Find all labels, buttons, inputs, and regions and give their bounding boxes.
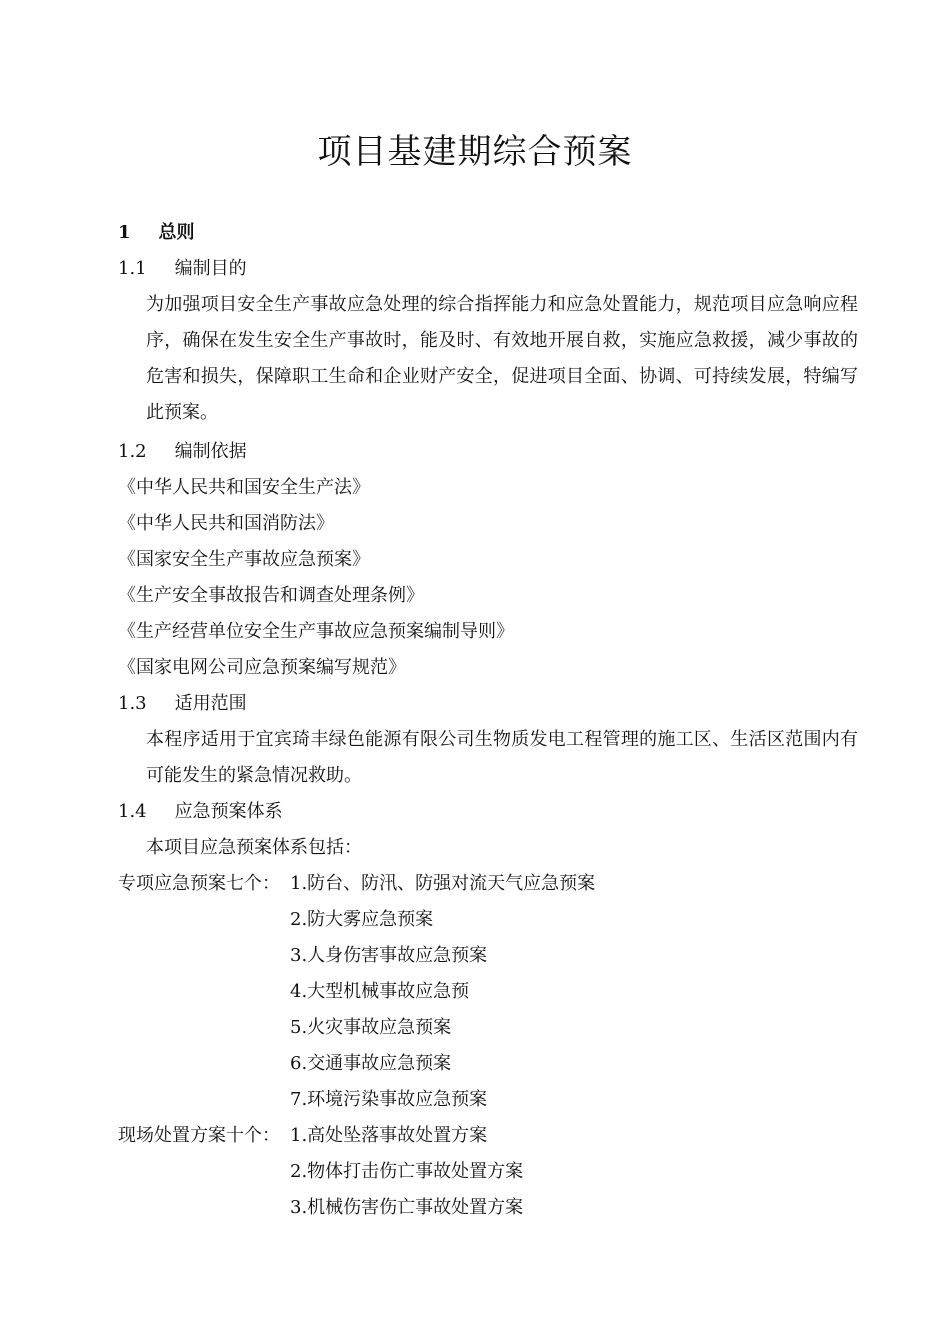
special-plan-item: 3.人身伤害事故应急预案: [290, 945, 488, 966]
special-plan-item: 4.大型机械事故应急预: [290, 981, 470, 1002]
section-1-heading: [118, 221, 195, 245]
subsection-number: 1.3: [118, 693, 147, 714]
subsection-label: 应急预案体系: [174, 801, 283, 822]
special-plan-item: 6.交通事故应急预案: [290, 1053, 452, 1074]
special-plan-item: 7.环境污染事故应急预案: [290, 1089, 488, 1110]
subsection-label: 适用范围: [174, 693, 247, 714]
basis-item: 《中华人民共和国消防法》: [118, 513, 334, 534]
subsection-number: 1.4: [118, 801, 147, 822]
special-plans-label: 专项应急预案七个：: [118, 873, 280, 894]
basis-item: 《国家安全生产事故应急预案》: [118, 549, 370, 570]
system-intro: 本项目应急预案体系包括：: [146, 837, 362, 858]
basis-item: 《生产经营单位安全生产事故应急预案编制导则》: [118, 621, 514, 642]
document-title: 项目基建期综合预案: [317, 132, 633, 172]
subsection-number: 1.2: [118, 441, 147, 462]
subsection-1-1-heading: [118, 257, 247, 281]
special-plan-item: 1.防台、防汛、防强对流天气应急预案: [290, 873, 596, 894]
basis-item: 《中华人民共和国安全生产法》: [118, 477, 370, 498]
special-plan-item: 2.防大雾应急预案: [290, 909, 434, 930]
subsection-1-3-heading: [118, 692, 247, 716]
purpose-paragraph: 为加强项目安全生产事故应急处理的综合指挥能力和应急处置能力，规范项目应急响应程序，确保在发生安全生产事故时，能及时、有效地开展自救，实施应急救援，减少事故的危害和损失，保障职工生命和企业财产安全，促进项目全面、协调、可持续发展，特编写此预案。: [146, 294, 858, 423]
subsection-label: 编制依据: [174, 441, 247, 462]
subsection-label: 编制目的: [174, 258, 247, 279]
onsite-plan-item: 2.物体打击伤亡事故处置方案: [290, 1161, 524, 1182]
scope-paragraph: 本程序适用于宜宾琦丰绿色能源有限公司生物质发电工程管理的施工区、生活区范围内有可能发生的紧急情况救助。: [146, 729, 858, 786]
section-number: 1: [118, 222, 131, 243]
onsite-plans-label: 现场处置方案十个：: [118, 1125, 280, 1146]
subsection-1-4-heading: [118, 800, 283, 824]
subsection-1-2-heading: [118, 440, 247, 464]
special-plan-item: 5.火灾事故应急预案: [290, 1017, 452, 1038]
onsite-plan-item: 1.高处坠落事故处置方案: [290, 1125, 488, 1146]
subsection-number: 1.1: [118, 258, 147, 279]
onsite-plan-item: 3.机械伤害伤亡事故处置方案: [290, 1197, 524, 1218]
basis-item: 《生产安全事故报告和调查处理条例》: [118, 585, 424, 606]
basis-item: 《国家电网公司应急预案编写规范》: [118, 657, 406, 678]
section-label: 总则: [158, 222, 195, 243]
